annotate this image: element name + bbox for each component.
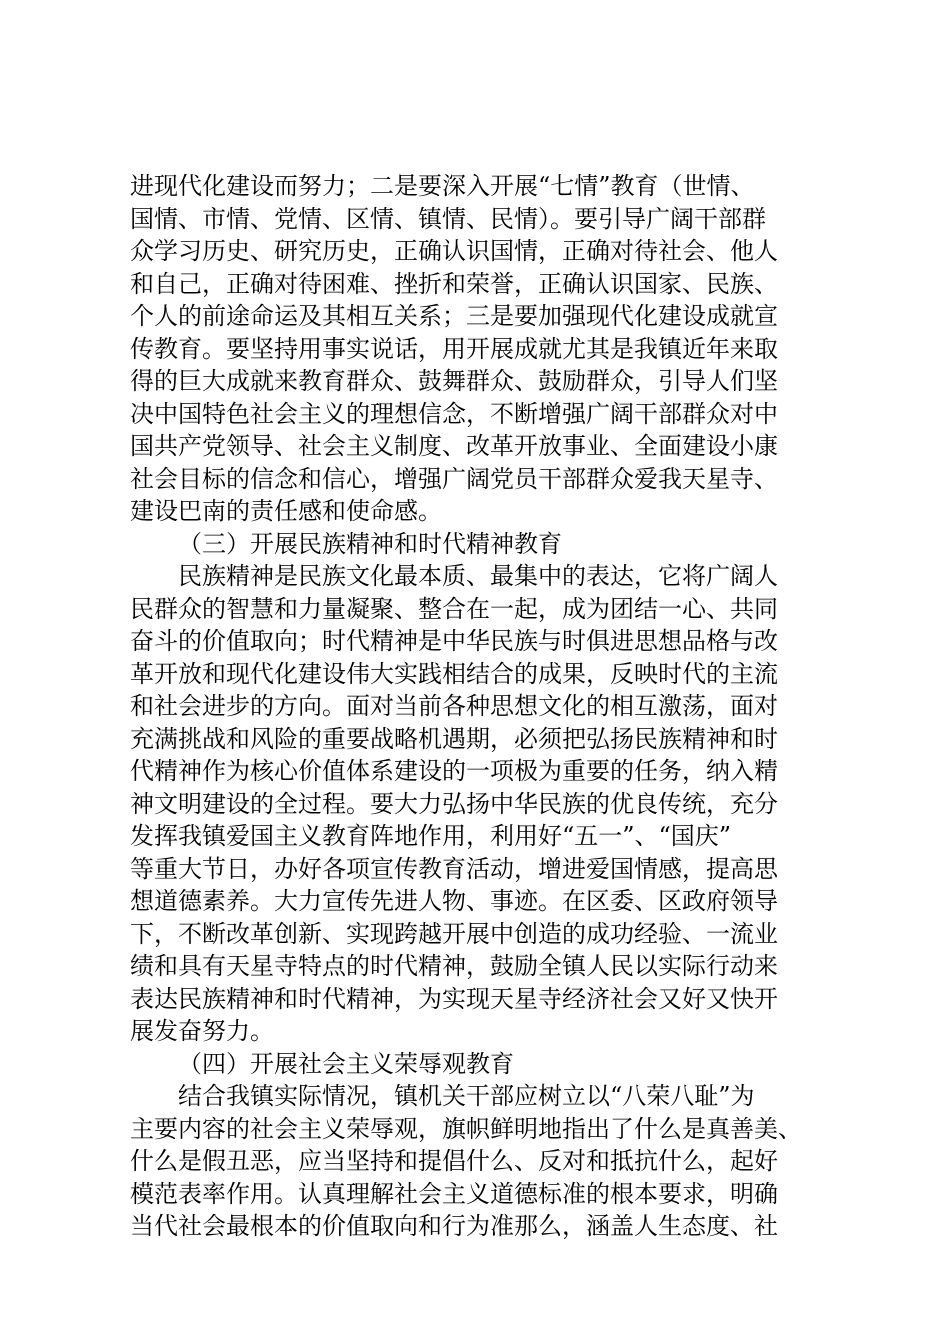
paragraph-line: 表达民族精神和时代精神，为实现天星寺经济社会又好又快开 — [130, 984, 778, 1013]
paragraph-line: 革开放和现代化建设伟大实践相结合的成果，反映时代的主流 — [130, 659, 778, 688]
paragraph-line: 国共产党领导、社会主义制度、改革开放事业、全面建设小康 — [130, 432, 778, 460]
paragraph-line: 国情、市情、党情、区情、镇情、民情）。要引导广阔干部群 — [130, 204, 766, 233]
paragraph-first-line: 结合我镇实际情况，镇机关干部应树立以“八荣八耻”为 — [178, 1082, 755, 1110]
paragraph-line: 和社会进步的方向。面对当前各种思想文化的相互激荡，面对 — [130, 692, 778, 720]
paragraph-line: 什么是假丑恶，应当坚持和提倡什么、反对和抵抗什么，起好 — [130, 1147, 778, 1175]
section-heading-3: （三）开展民族精神和时代精神教育 — [178, 529, 562, 558]
paragraph-line: 建设巴南的责任感和使命感。 — [130, 497, 442, 525]
paragraph-line: 发挥我镇爱国主义教育阵地作用，利用好“五一”、“国庆” — [130, 822, 732, 850]
paragraph-line: 个人的前途命运及其相互关系；三是要加强现代化建设成就宣 — [130, 302, 778, 330]
paragraph-line: 展发奋努力。 — [130, 1017, 274, 1045]
paragraph-line: 当代社会最根本的价值取向和行为准那么，涵盖人生态度、社 — [130, 1212, 778, 1240]
paragraph-line: 代精神作为核心价值体系建设的一项极为重要的任务，纳入精 — [130, 757, 778, 785]
paragraph-line: 充满挑战和风险的重要战略机遇期，必须把弘扬民族精神和时 — [130, 724, 778, 753]
paragraph-line: 民群众的智慧和力量凝聚、整合在一起，成为团结一心、共同 — [130, 594, 778, 623]
paragraph-line: 神文明建设的全过程。要大力弘扬中华民族的优良传统，充分 — [130, 789, 778, 818]
paragraph-line: 绩和具有天星寺特点的时代精神，鼓励全镇人民以实际行动来 — [130, 952, 778, 980]
paragraph-line: 社会目标的信念和信心，增强广阔党员干部群众爱我天星寺、 — [130, 464, 778, 493]
paragraph-line: 决中国特色社会主义的理想信念，不断增强广阔干部群众对中 — [130, 399, 778, 428]
document-body — [130, 170, 835, 1243]
paragraph-line: 传教育。要坚持用事实说话，用开展成就尤其是我镇近年来取 — [130, 334, 778, 363]
paragraph-line: 众学习历史、研究历史，正确认识国情，正确对待社会、他人 — [130, 237, 778, 265]
paragraph-line: 下，不断改革创新、实现跨越开展中创造的成功经验、一流业 — [130, 919, 778, 948]
paragraph-line: 想道德素养。大力宣传先进人物、事迹。在区委、区政府领导 — [130, 887, 778, 915]
paragraph-line: 模范表率作用。认真理解社会主义道德标准的根本要求，明确 — [130, 1179, 778, 1208]
paragraph-first-line: 民族精神是民族文化最本质、最集中的表达，它将广阔人 — [178, 562, 778, 590]
paragraph-line: 和自己，正确对待困难、挫折和荣誉，正确认识国家、民族、 — [130, 269, 778, 298]
paragraph-line: 进现代化建设而努力；二是要深入开展“七情”教育（世情、 — [130, 172, 755, 200]
section-heading-4: （四）开展社会主义荣辱观教育 — [178, 1049, 514, 1078]
paragraph-line: 主要内容的社会主义荣辱观，旗帜鲜明地指出了什么是真善美、 — [130, 1114, 802, 1143]
paragraph-line: 奋斗的价值取向；时代精神是中华民族与时俱进思想品格与改 — [130, 627, 778, 655]
paragraph-line: 等重大节日，办好各项宣传教育活动，增进爱国情感，提高思 — [130, 854, 778, 883]
paragraph-line: 得的巨大成就来教育群众、鼓舞群众、鼓励群众，引导人们坚 — [130, 367, 778, 395]
